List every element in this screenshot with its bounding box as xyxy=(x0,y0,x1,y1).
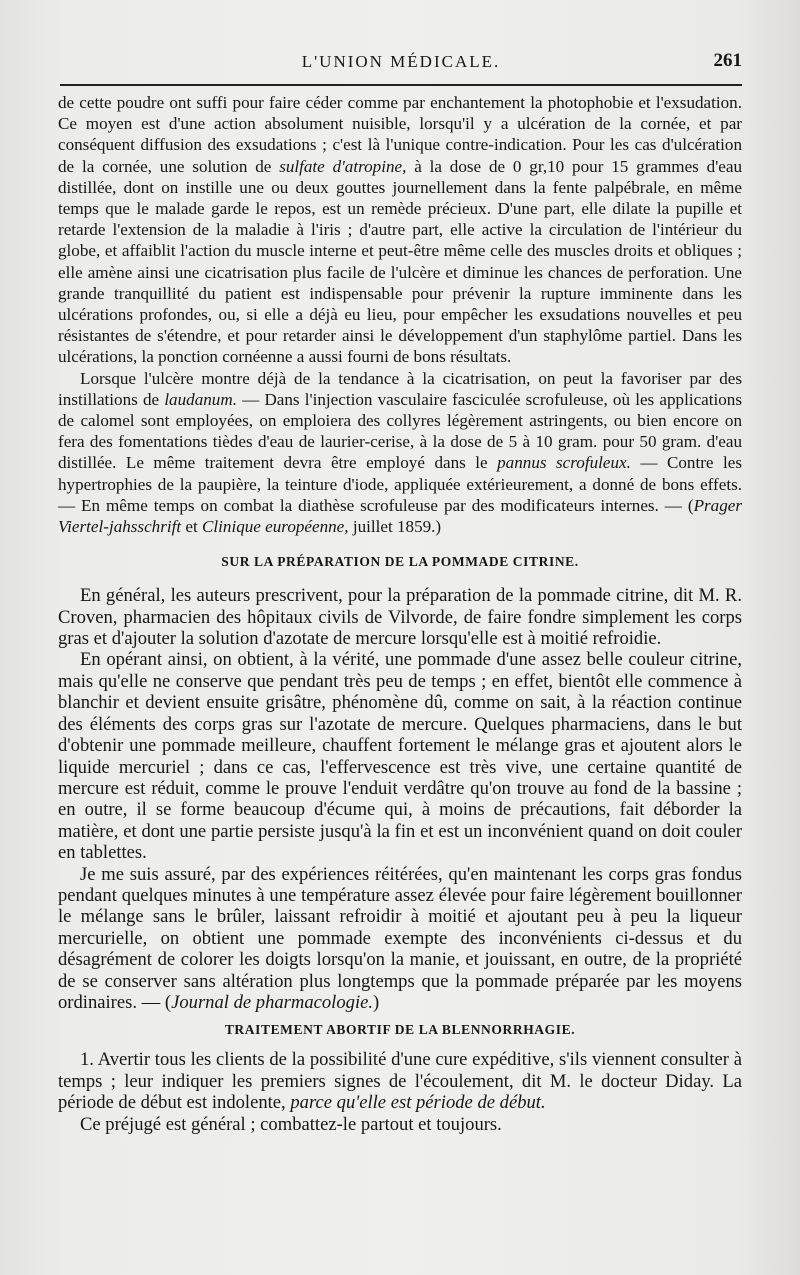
emphasis: parce qu'elle est période de début. xyxy=(290,1092,546,1114)
section-heading: SUR LA PRÉPARATION DE LA POMMADE CITRINE. xyxy=(221,554,579,570)
running-head xyxy=(60,48,742,78)
body-text xyxy=(58,92,742,1135)
header-rule xyxy=(60,84,742,86)
emphasis: laudanum. xyxy=(164,389,237,409)
running-title: L'UNION MÉDICALE. xyxy=(301,52,501,71)
paragraph: En opérant ainsi, on obtient, à la vérité, une pommade d'une assez belle couleur citrine, mais qu'elle ne conserve que pendant très peu de temps ; en effet, bientôt elle commence à blanchir et devient ensuite grisâtre, phénomène dû, comme on sait, à la réaction continue des éléments des corps gras sur l'azotate de mercure. Quelques pharmaciens, dans le but d'obtenir une pommade meilleure, chauffent fortement le mélange gras et ajoutent alors le liquide mercuriel ; dans ce cas, l'effervescence est très vive, une certaine quantité de mercure est réduit, comme le prouve l'enduit verdâtre qu'on trouve au fond de la bassine ; en outre, il se forme beaucoup d'écume qui, à moins de précautions, fait déborder la matière, et dont une partie persiste jusqu'à la fin et est un inconvénient quand on doit couler en tablettes. xyxy=(58,649,742,864)
source-citation: Clinique européenne, xyxy=(202,517,349,537)
article-pommade-citrine xyxy=(58,585,742,1013)
section-heading: TRAITEMENT ABORTIF DE LA BLENNORRHAGIE. xyxy=(224,1022,576,1038)
paragraph: En général, les auteurs prescrivent, pour la préparation de la pommade citrine, dit M. R. Croven, pharmacien des hôpitaux civils de Vilvorde, de faire fondre simplement les corps gras et d'ajouter la solution d'azotate de mercure lorsqu'elle est à moitié refroidie. xyxy=(58,585,742,650)
article-ophthalmology xyxy=(58,92,742,537)
page-number: 261 xyxy=(713,50,742,71)
paragraph: de cette poudre ont suffi pour faire céder comme par enchantement la photophobie et l'exsudation. Ce moyen est d'une action absolument nuisible, lorsqu'il y a ulcération de la cornée, et par conséquent diffusion des exsudations ; c'est là l'unique contre-indication. Pour les cas d'ulcération de la cornée, une solution de sulfate d'atropine, à la dose de 0 gr,10 pour 15 grammes d'eau distillée, dont on instille une ou deux gouttes journellement dans la fente palpébrale, en même temps que le malade garde le repos, est un remède précieux. D'une part, elle dilate la pupille et retarde l'extension de la maladie à l'iris ; d'autre part, elle active la circulation de l'intérieur du globe, et affaiblit l'action du muscle interne et peut-être même celle des muscles droits et obliques ; elle amène ainsi une cicatrisation plus facile de l'ulcère et diminue les chances de perforation. Une grande tranquillité du patient est indispensable pour prévenir la rupture imminente dans les ulcérations profondes, ou, si elle a déjà eu lieu, pour empêcher les exsudations nouvelles et peu résistantes de s'étendre, et pour retarder ainsi le développement d'un staphylôme partiel. Dans les ulcérations, la ponction cornéenne a aussi fourni de bons résultats. xyxy=(58,93,742,367)
paragraph: Ce préjugé est général ; combattez-le partout et toujours. xyxy=(80,1113,502,1135)
paragraph: Lorsque l'ulcère montre déjà de la tendance à la cicatrisation, on peut la favoriser par des instillations de laudanum. — Dans l'injection vasculaire fasciculée scrofuleuse, où les applications de calomel sont employées, on emploiera des collyres légèrement astringents, ou bien encore on fera des fomentations tièdes d'eau de laurier-cerise, à la dose de 5 à 10 gram. pour 50 gram. d'eau distillée. Le même traitement devra être employé dans le pannus scrofuleux. — Contre les hypertrophies de la paupière, la teinture d'iode, appliquée extérieurement, a donné de bons effets. — En même temps on combat la diathèse scrofuleuse par des modificateurs internes. — (Prager Viertel-jahsschrift et Clinique européenne, juillet 1859.) xyxy=(58,368,742,537)
article-blennorrhagie xyxy=(58,1049,742,1135)
emphasis: pannus scrofuleux. xyxy=(497,453,631,473)
paragraph: 1. Avertir tous les clients de la possibilité d'une cure expéditive, s'ils viennent consulter à temps ; leur indiquer les premiers signes de l'écoulement, dit M. le docteur Diday. La période de début est indolente, parce qu'elle est période de début. xyxy=(58,1049,742,1114)
source-citation: Prager Viertel-jahsschrift xyxy=(58,495,742,537)
source-citation: Journal de pharmacologie. xyxy=(171,991,374,1013)
emphasis: sulfate d'atropine, xyxy=(279,156,407,176)
paragraph: Je me suis assuré, par des expériences réitérées, qu'en maintenant les corps gras fondus pendant quelques minutes à une température assez élevée pour faire légèrement bouillonner le mélange sans le brûler, laissant refroidir à moitié et ajoutant peu à peu la liqueur mercurielle, on obtient une pommade exempte des inconvénients ci-dessus et du désagrément de colorer les doigts lorsqu'on la manie, et jouissant, en outre, de la propriété de se conserver sans altération plus longtemps que la pommade préparée par les moyens ordinaires. — (Journal de pharmacologie.) xyxy=(58,863,742,1013)
